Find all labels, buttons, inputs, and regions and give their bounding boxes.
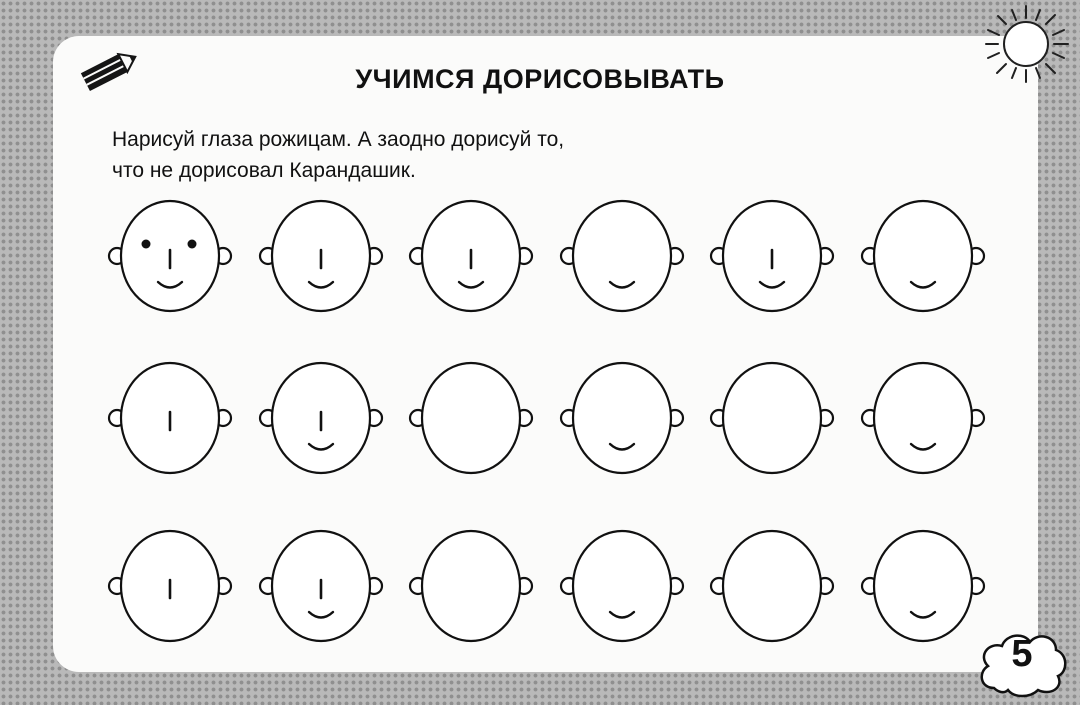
face <box>109 531 231 641</box>
page-number: 5 <box>1011 633 1033 675</box>
face-outline <box>874 363 972 473</box>
face <box>260 531 382 641</box>
instructions-line-2: что не дорисовал Карандашик. <box>112 159 416 182</box>
face <box>862 363 984 473</box>
face-eye <box>188 240 197 249</box>
face <box>862 201 984 311</box>
face <box>561 201 683 311</box>
face-outline <box>422 531 520 641</box>
instructions-line-1: Нарисуй глаза рожицам. А заодно дорисуй то, <box>112 128 565 151</box>
face <box>862 531 984 641</box>
face-outline <box>422 363 520 473</box>
face <box>109 363 231 473</box>
face <box>561 531 683 641</box>
face <box>410 201 532 311</box>
face <box>260 201 382 311</box>
face <box>561 363 683 473</box>
face <box>260 363 382 473</box>
face <box>711 201 833 311</box>
face-eye <box>142 240 151 249</box>
face <box>711 363 833 473</box>
page-title: УЧИМСЯ ДОРИСОВЫВАТЬ <box>355 64 725 94</box>
face <box>109 201 231 311</box>
face-outline <box>723 531 821 641</box>
face-outline <box>723 363 821 473</box>
face <box>410 531 532 641</box>
face <box>711 531 833 641</box>
face-outline <box>573 531 671 641</box>
face-outline <box>573 363 671 473</box>
face-outline <box>874 201 972 311</box>
face <box>410 363 532 473</box>
face-outline <box>874 531 972 641</box>
face-outline <box>573 201 671 311</box>
